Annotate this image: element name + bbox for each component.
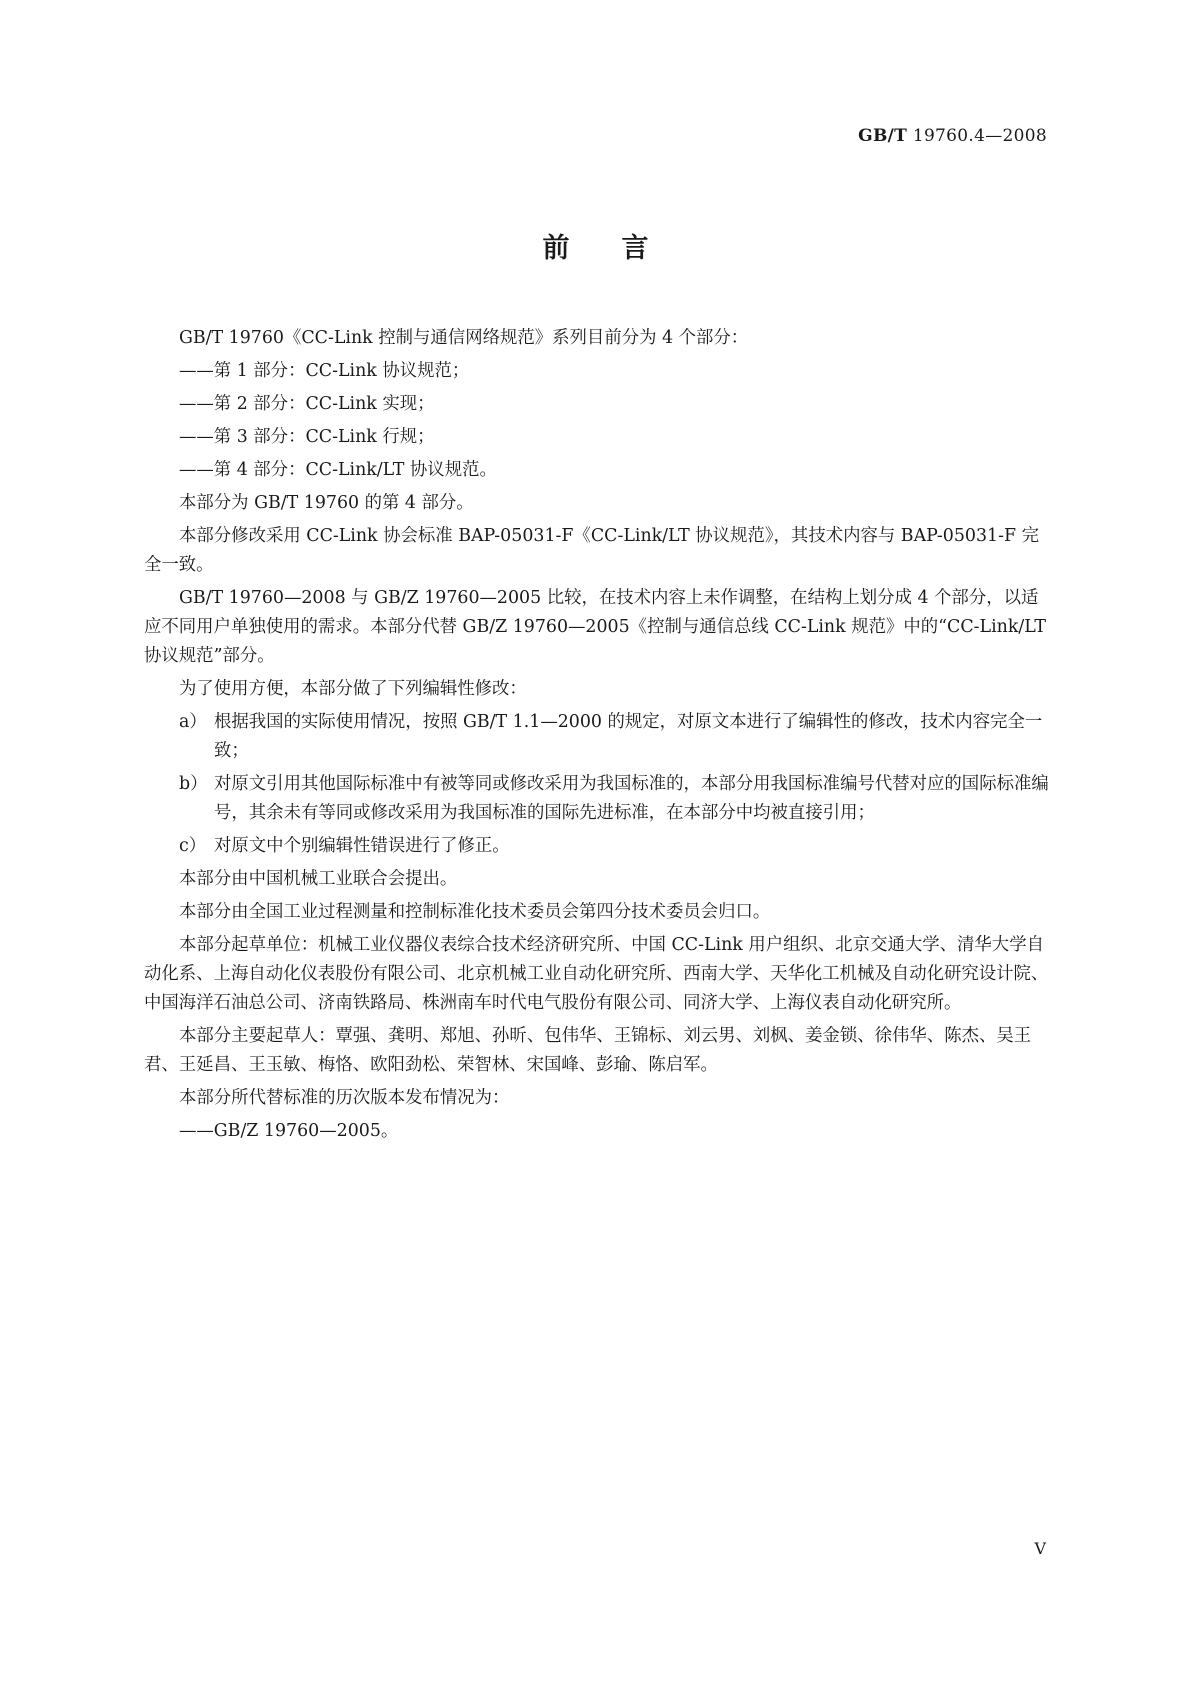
centralized-by-paragraph: 本部分由全国工业过程测量和控制标准化技术委员会第四分技术委员会归口。: [179, 902, 771, 922]
comparison-paragraph: GB/T 19760—2008 与 GB/Z 19760—2005 比较，在技术内容上未作调整，在结构上划分成 4 个部分，以适应不同用户单独使用的需求。本部分代替 GB/Z 19760—2005《控制与通信总线 CC-Link 规范》中的“CC-Link/LT 协议规范”部分。: [144, 588, 1046, 666]
foreword-body: [144, 324, 1049, 1150]
proposed-by-paragraph: 本部分由中国机械工业联合会提出。: [179, 869, 458, 889]
list-marker: a）: [179, 712, 207, 732]
list-text: 对原文中个别编辑性错误进行了修正。: [214, 836, 510, 856]
adoption-paragraph: 本部分修改采用 CC-Link 协会标准 BAP-05031-F《CC-Link/LT 协议规范》，其技术内容与 BAP-05031-F 完全一致。: [144, 526, 1039, 575]
part-list-item: ——第 4 部分：CC-Link/LT 协议规范。: [179, 460, 497, 480]
list-marker: b）: [179, 774, 208, 794]
part-list-item: ——第 2 部分：CC-Link 实现；: [179, 394, 435, 414]
history-list-item: ——GB/Z 19760—2005。: [179, 1121, 399, 1141]
series-intro-paragraph: GB/T 19760《CC-Link 控制与通信网络规范》系列目前分为 4 个部分：: [179, 328, 749, 348]
page-title: 前言: [542, 233, 701, 264]
list-marker: c）: [179, 836, 207, 856]
page-number: V: [1034, 1539, 1046, 1558]
history-intro-paragraph: 本部分所代替标准的历次版本发布情况为：: [179, 1088, 510, 1108]
editorial-list-item: [144, 832, 1049, 861]
list-text: 根据我国的实际使用情况，按照 GB/T 1.1—2000 的规定，对原文本进行了编辑性的修改，技术内容完全一致；: [214, 712, 1043, 761]
list-text: 对原文引用其他国际标准中有被等同或修改采用为我国标准的，本部分用我国标准编号代替对应的国际标准编号，其余未有等同或修改采用为我国标准的国际先进标准，在本部分中均被直接引用；: [214, 774, 1049, 823]
standard-code: 19760.4—2008: [912, 126, 1047, 146]
editorial-list-item: [144, 770, 1049, 828]
part-list-item: ——第 1 部分：CC-Link 协议规范；: [179, 361, 470, 381]
standard-number: [858, 126, 1047, 146]
editorial-intro-paragraph: 为了使用方便，本部分做了下列编辑性修改：: [179, 679, 527, 699]
drafters-paragraph: 本部分主要起草人：覃强、龚明、郑旭、孙昕、包伟华、王锦标、刘云男、刘枫、姜金锁、徐伟华、陈杰、吴王君、王延昌、王玉敏、梅恪、欧阳劲松、荣智林、宋国峰、彭瑜、陈启军。: [144, 1026, 1032, 1075]
standard-prefix: GB/T: [858, 126, 908, 146]
editorial-list-item: [144, 708, 1049, 766]
part-list-item: ——第 3 部分：CC-Link 行规；: [179, 427, 435, 447]
drafting-units-paragraph: 本部分起草单位：机械工业仪器仪表综合技术经济研究所、中国 CC-Link 用户组织、北京交通大学、清华大学自动化系、上海自动化仪表股份有限公司、北京机械工业自动化研究所、西南大学、天华化工机械及自动化研究设计院、中国海洋石油总公司、济南铁路局、株洲南车时代电气股份有限公司、同济大学、上海仪表自动化研究所。: [144, 935, 1049, 1013]
this-part-paragraph: 本部分为 GB/T 19760 的第 4 部分。: [179, 493, 474, 513]
